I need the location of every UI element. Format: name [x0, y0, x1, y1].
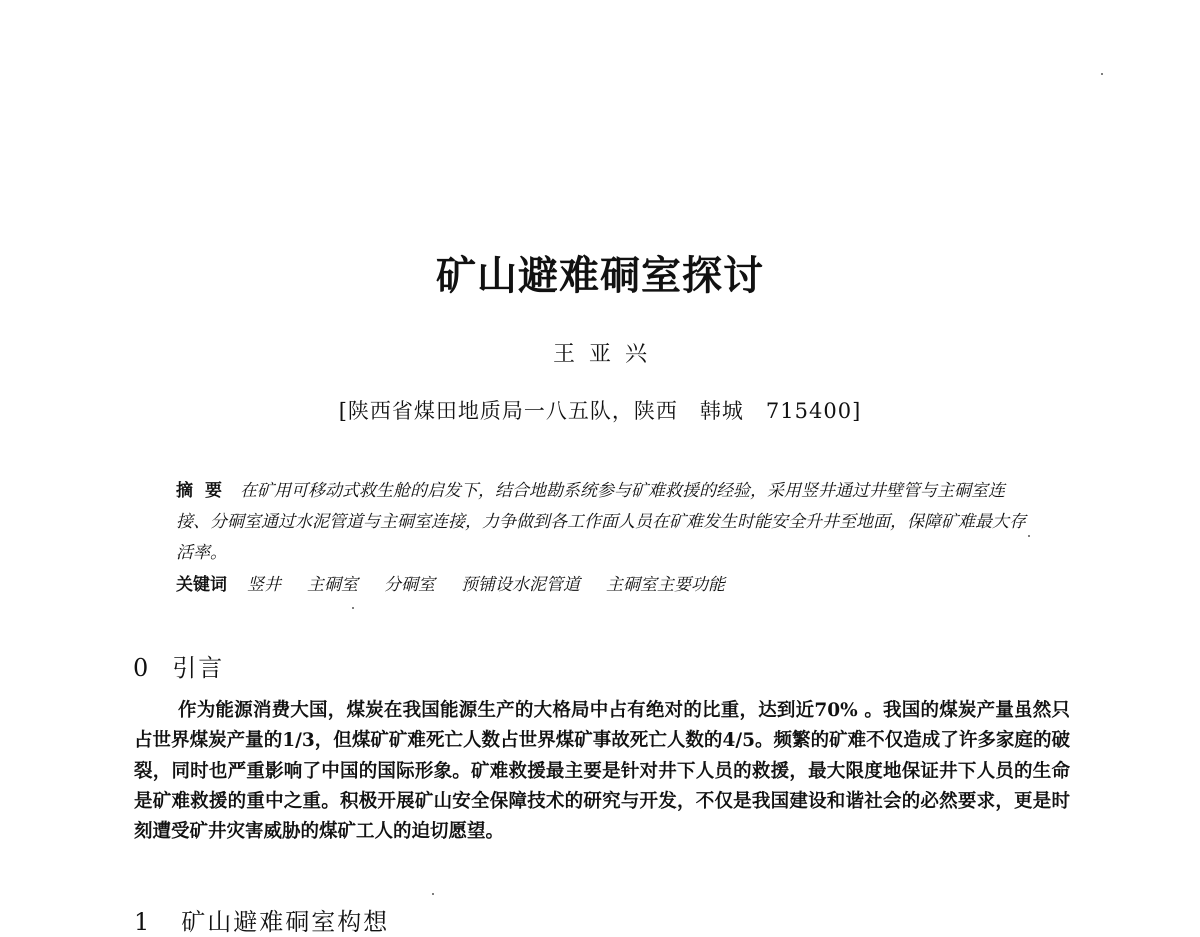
- keyword-item: 主硐室: [307, 575, 358, 595]
- introduction-paragraph: 作为能源消费大国，煤炭在我国能源生产的大格局中占有绝对的比重，达到近70% 。我国的煤炭产量虽然只占世界煤炭产量的1/3，但煤矿矿难死亡人数占世界煤矿事故死亡人数的4/5。频繁的矿难不仅造成了许多家庭的破裂，同时也严重影响了中国的国际形象。矿难救援最主要是针对井下人员的救援，最大限度地保证井下人员的生命是矿难救援的重中之重。积极开展矿山安全保障技术的研究与开发，不仅是我国建设和谐社会的必然要求，更是时刻遭受矿井灾害威胁的煤矿工人的迫切愿望。: [134, 700, 1070, 843]
- author-affiliation: [陕西省煤田地质局一八五队，陕西 韩城 715400]: [338, 399, 862, 423]
- scan-speck: [352, 607, 354, 609]
- scan-speck: [1101, 73, 1103, 75]
- keyword-item: 分硐室: [384, 575, 435, 595]
- keywords: [176, 570, 1028, 595]
- abstract-text: 在矿用可移动式救生舱的启发下，结合地勘系统参与矿难救援的经验，采用竖井通过井壁管与主硐室连接、分硐室通过水泥管道与主硐室连接，力争做到各工作面人员在矿难发生时能安全升井至地面，保障矿难最大存活率。: [176, 481, 1026, 563]
- keywords-label: 关键词: [176, 575, 227, 595]
- section-heading-introduction: [133, 648, 224, 683]
- scan-speck: [432, 893, 434, 895]
- scan-speck: [1028, 535, 1030, 537]
- abstract-label: 摘要: [176, 481, 234, 501]
- keyword-item: 竖井: [247, 575, 281, 595]
- paper-title: 矿山避难硐室探讨: [436, 252, 764, 299]
- section-title: 矿山避难硐室构想: [181, 908, 390, 936]
- section-number: 1: [134, 908, 152, 936]
- keyword-item: 主硐室主要功能: [606, 575, 725, 595]
- keyword-item: 预铺设水泥管道: [461, 575, 580, 595]
- section-title: 引言: [172, 654, 225, 682]
- section-number: 0: [133, 654, 151, 682]
- abstract: [176, 476, 1028, 569]
- author-name: 王亚兴: [552, 342, 661, 367]
